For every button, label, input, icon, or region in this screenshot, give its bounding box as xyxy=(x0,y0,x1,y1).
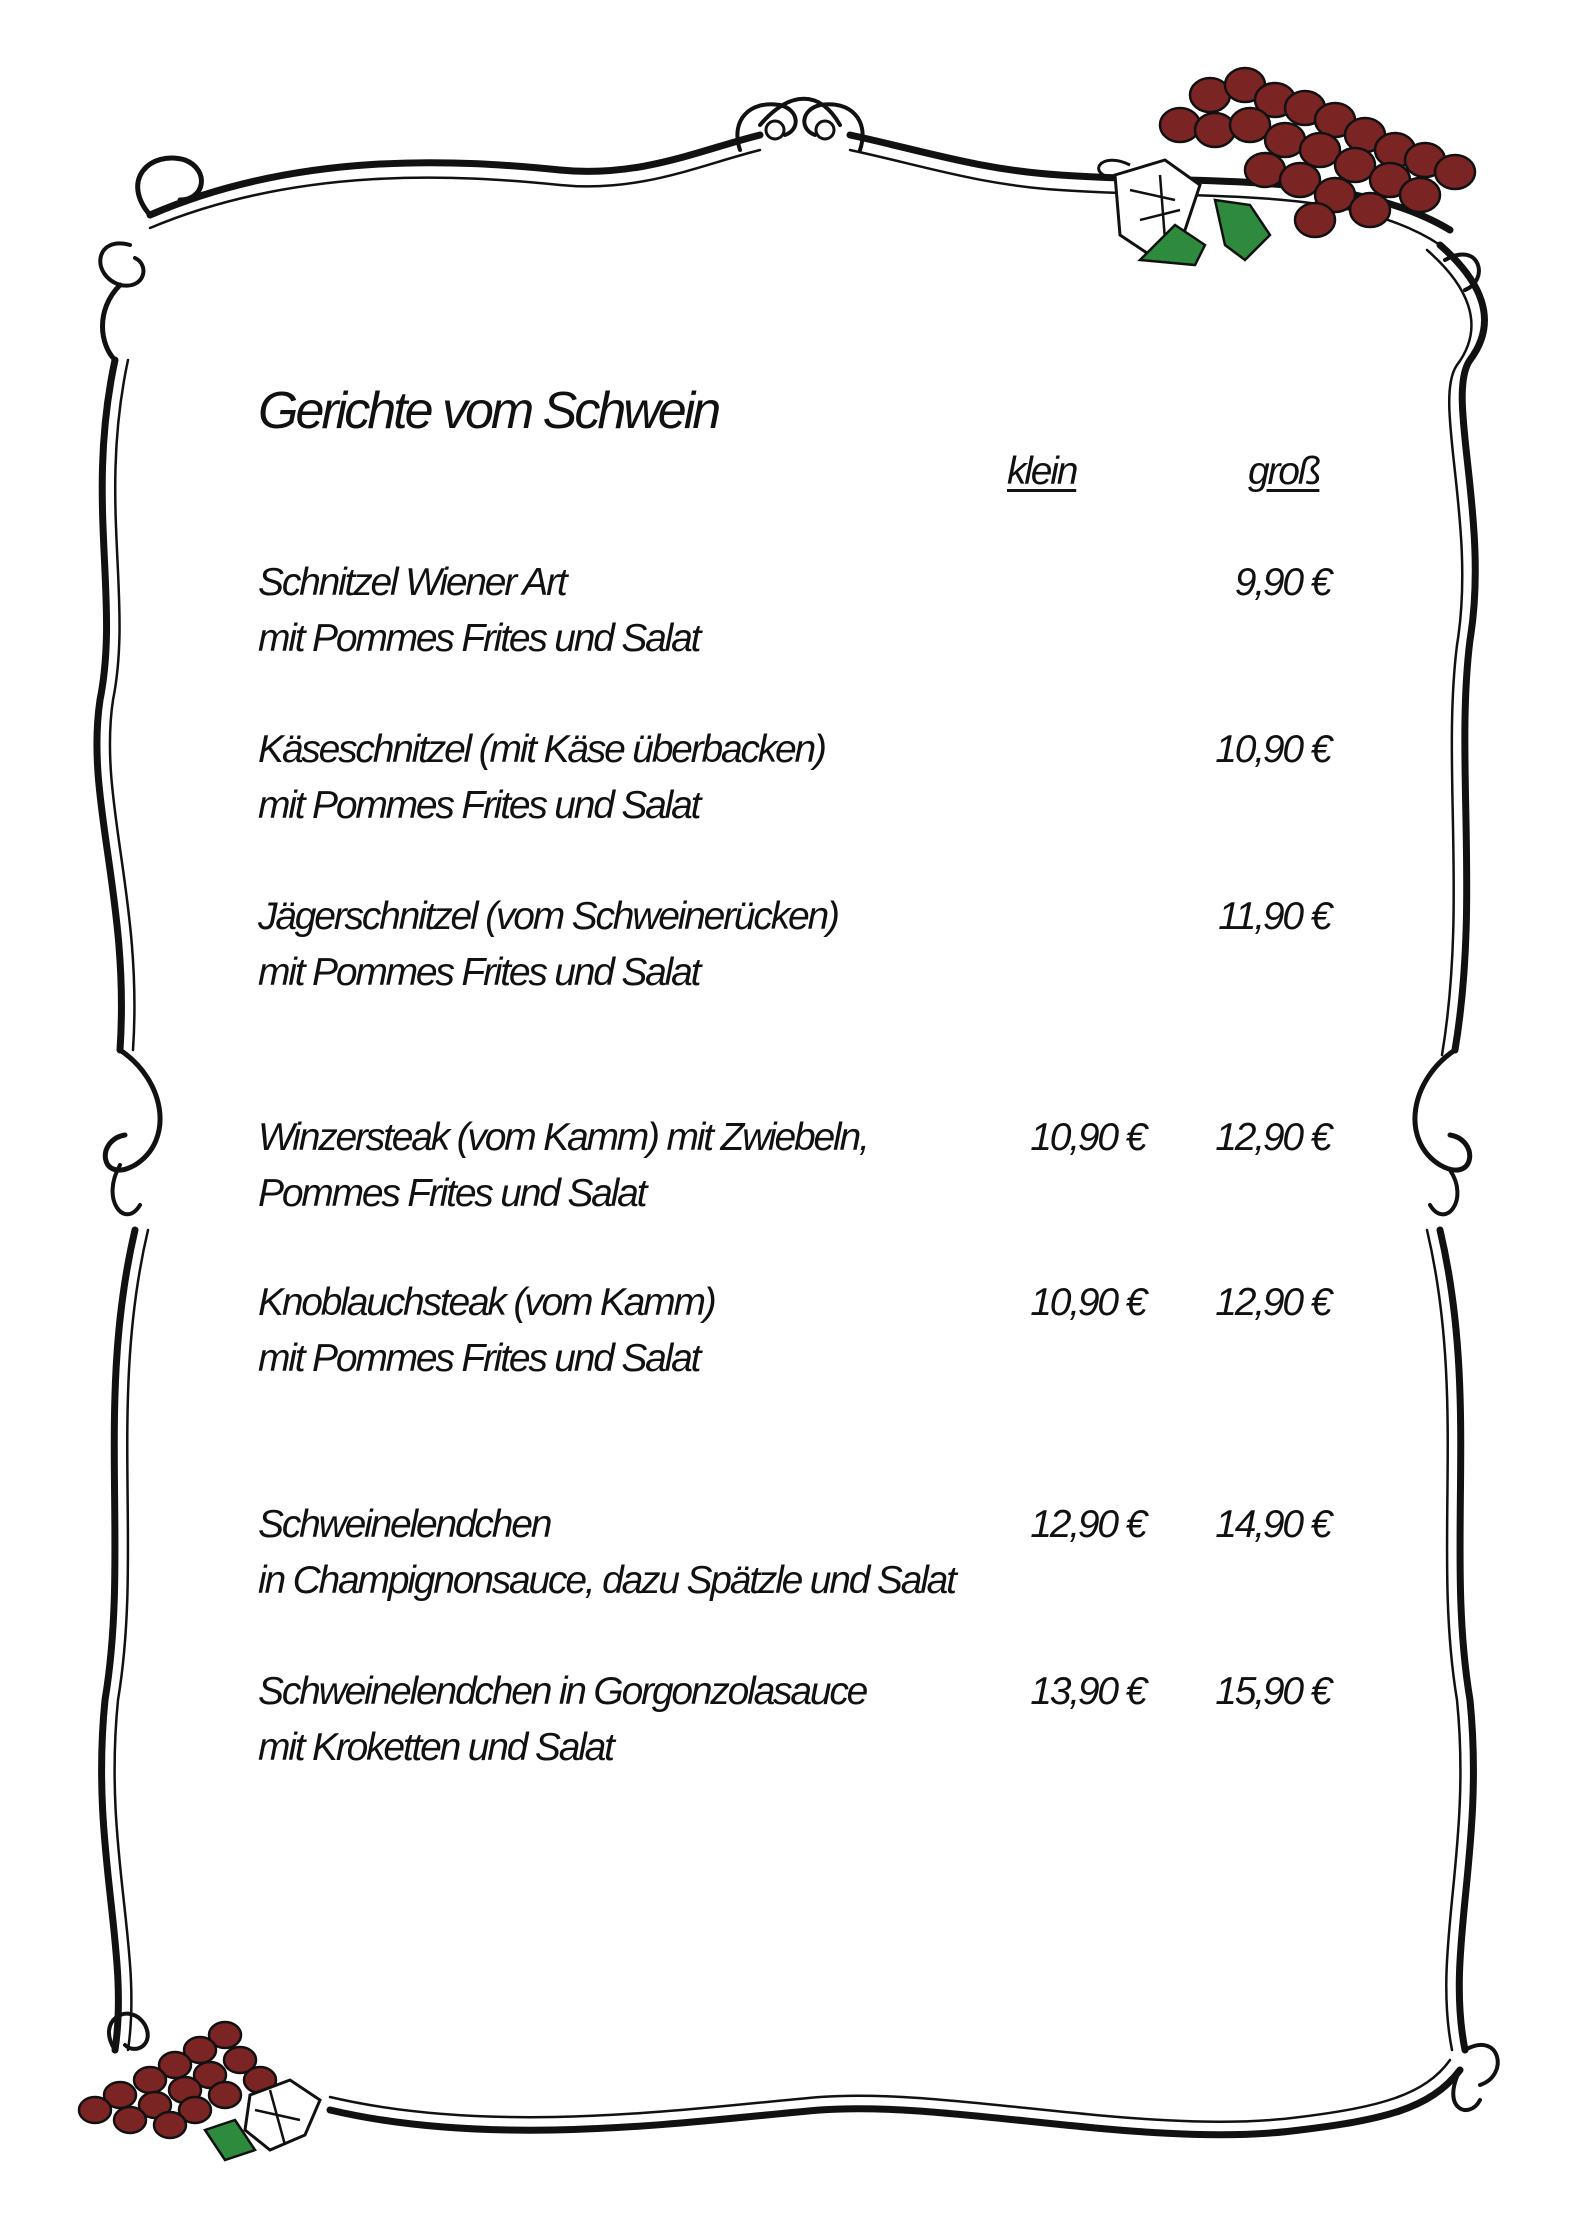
dish-name: Knoblauchsteak (vom Kamm) xyxy=(258,1281,715,1324)
dish-description: in Champignonsauce, dazu Spätzle und Salat xyxy=(258,1559,955,1602)
dish-description: Pommes Frites und Salat xyxy=(258,1172,646,1215)
dish-description: mit Pommes Frites und Salat xyxy=(258,617,700,660)
price-large: 14,90 € xyxy=(1215,1503,1330,1546)
dish-name: Schweinelendchen xyxy=(258,1503,551,1546)
dish-description: mit Pommes Frites und Salat xyxy=(258,784,700,827)
price-small: 10,90 € xyxy=(1030,1281,1145,1324)
dish-description: mit Pommes Frites und Salat xyxy=(258,1337,700,1380)
dish-description: mit Pommes Frites und Salat xyxy=(258,951,700,994)
price-large: 12,90 € xyxy=(1215,1116,1330,1159)
price-large: 15,90 € xyxy=(1215,1670,1330,1713)
price-small: 12,90 € xyxy=(1030,1503,1145,1546)
price-large: 12,90 € xyxy=(1215,1281,1330,1324)
column-header-small: klein xyxy=(1007,450,1077,493)
price-small: 10,90 € xyxy=(1030,1116,1145,1159)
price-large: 10,90 € xyxy=(1215,728,1330,771)
dish-description: mit Kroketten und Salat xyxy=(258,1726,613,1769)
column-header-large: groß xyxy=(1248,450,1320,493)
page-title: Gerichte vom Schwein xyxy=(258,382,719,440)
price-large: 9,90 € xyxy=(1234,561,1330,604)
price-large: 11,90 € xyxy=(1218,895,1330,938)
dish-name: Jägerschnitzel (vom Schweinerücken) xyxy=(258,895,838,938)
dish-name: Winzersteak (vom Kamm) mit Zwiebeln, xyxy=(258,1116,868,1159)
dish-name: Schnitzel Wiener Art xyxy=(258,561,566,604)
price-small: 13,90 € xyxy=(1030,1670,1145,1713)
dish-name: Schweinelendchen in Gorgonzolasauce xyxy=(258,1670,867,1713)
dish-name: Käseschnitzel (mit Käse überbacken) xyxy=(258,728,825,771)
